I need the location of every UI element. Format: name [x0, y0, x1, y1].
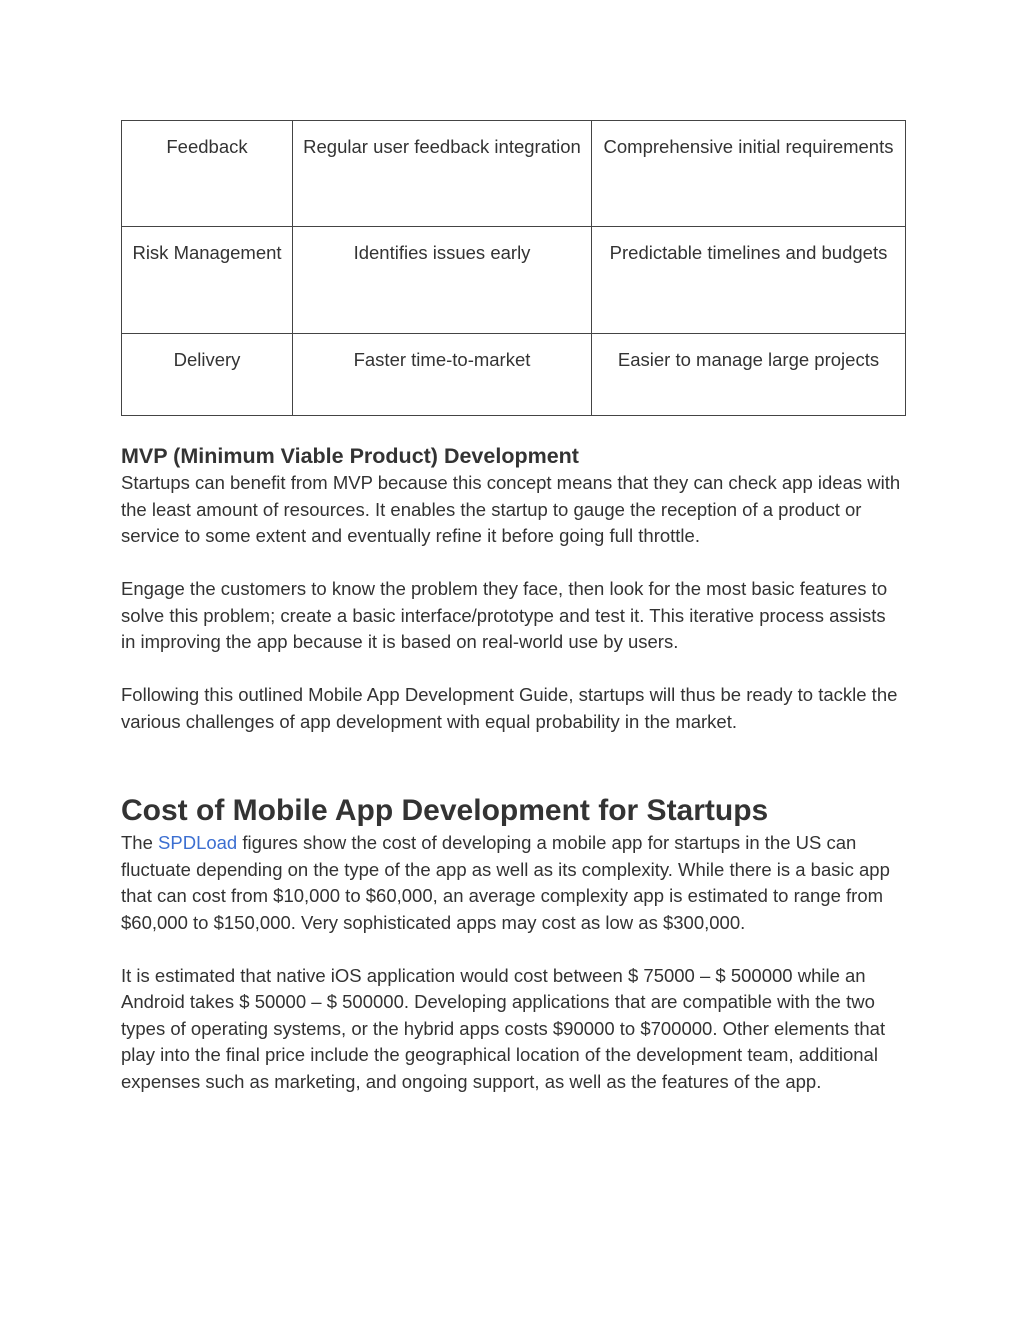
cost-paragraph-1	[121, 830, 905, 936]
table-cell-agile: Faster time-to-market	[293, 334, 592, 416]
mvp-paragraph-3: Following this outlined Mobile App Development Guide, startups will thus be ready to tackle the various challenges of app development with equal probability in the market.	[121, 684, 898, 732]
table-cell-aspect: Risk Management	[122, 227, 293, 334]
table-row	[122, 334, 906, 416]
cost-paragraph-2: It is estimated that native iOS application would cost between $ 75000 – $ 500000 while an Android takes $ 50000 – $ 500000. Developing applications that are compatible with the two types of operating systems, or the hybrid apps costs $90000 to $700000. Other elements that play into the final price include the geographical location of the development team, additional expenses such as marketing, and ongoing support, as well as the features of the app.	[121, 964, 886, 1092]
table-cell-agile: Identifies issues early	[293, 227, 592, 334]
cost-p1-prefix: The	[121, 832, 159, 853]
comparison-table	[121, 120, 906, 416]
table-cell-agile: Regular user feedback integration	[293, 121, 592, 227]
table-row	[122, 121, 906, 227]
table-cell-waterfall: Comprehensive initial requirements	[592, 121, 906, 227]
table-cell-aspect: Feedback	[122, 121, 293, 227]
table-cell-aspect: Delivery	[122, 334, 293, 416]
table-cell-waterfall: Predictable timelines and budgets	[592, 227, 906, 334]
table-cell-waterfall: Easier to manage large projects	[592, 334, 906, 416]
cost-p1-text: figures show the cost of developing a mobile app for startups in the US can fluctuate depending on the type of the app as well as its complexity. While there is a basic app that can cost from $10,000 to $60,000, an average complexity app is estimated to range from $60,000 to $150,000. Very sophisticated apps may cost as low as $300,000.	[121, 832, 890, 933]
spdload-link[interactable]: SPDLoad	[158, 832, 238, 853]
mvp-paragraph-1: Startups can benefit from MVP because this concept means that they can check app ideas with the least amount of resources. It enables the startup to gauge the reception of a product or service to some extent and eventually refine it before going full throttle.	[121, 472, 901, 546]
cost-section-heading: Cost of Mobile App Development for Startups	[121, 794, 769, 827]
table-row	[122, 227, 906, 334]
mvp-paragraph-2: Engage the customers to know the problem they face, then look for the most basic features to solve this problem; create a basic interface/prototype and test it. This iterative process assists in improving the app because it is based on real-world use by users.	[121, 578, 888, 652]
mvp-section-heading: MVP (Minimum Viable Product) Development	[121, 444, 579, 468]
document-page	[121, 120, 905, 1095]
